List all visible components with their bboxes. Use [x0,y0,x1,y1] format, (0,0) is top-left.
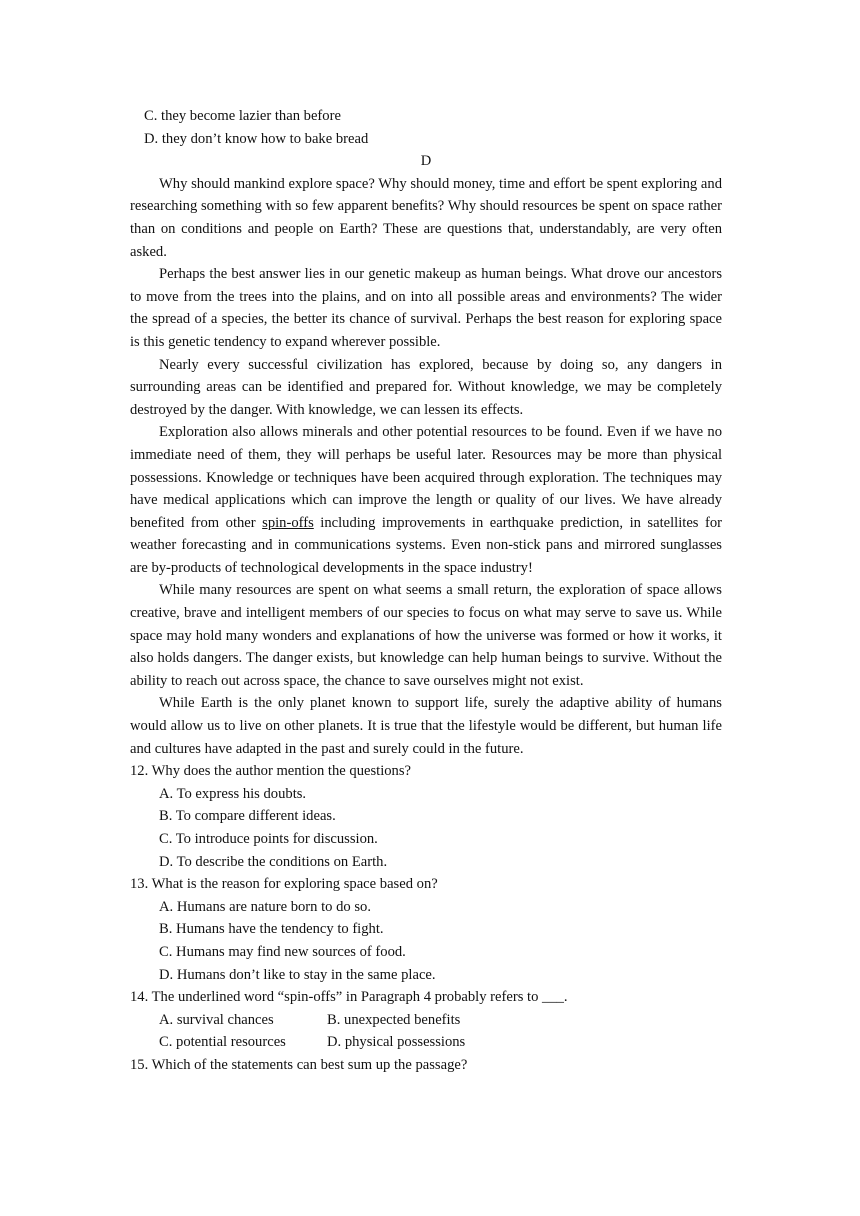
question-13-option-d: D. Humans don’t like to stay in the same place. [159,966,436,983]
question-15-stem: 15. Which of the statements can best sum up the passage? [130,1056,468,1073]
previous-option-d: D. they don’t know how to bake bread [144,130,369,147]
question-13-stem: 13. What is the reason for exploring space based on? [130,876,438,893]
question-12-option-a: A. To express his doubts. [159,785,307,802]
document-body [130,105,722,1077]
question-12-option-c: C. To introduce points for discussion. [159,831,378,847]
question-13-option-c: C. Humans may find new sources of food. [159,943,406,960]
paragraph-6 [130,692,722,760]
paragraph-6-text: While Earth is the only planet known to support life, surely the adaptive ability of humans would allow us to live on other planets. It is true that the lifestyle would be different, but human life and cultures have adapted in the past and surely could in the future. [130,695,722,757]
question-14-option-b: B. unexpected benefits [327,1011,461,1028]
paragraph-1-text: Why should mankind explore space? Why should money, time and effort be spent exploring and researching something with so few apparent benefits? Why should resources be spent on space rather than on conditions and people on Earth? These are questions that, understandably, are very often asked. [130,175,722,260]
paragraph-5-text: While many resources are spent on what seems a small return, the exploration of space allows creative, brave and intelligent members of our species to focus on what may serve to save us. While space may hold many wonders and explanations of how the universe was formed or how it works, it also holds dangers. The danger exists, but knowledge can help human beings to survive. Without the ability to reach out across space, the chance to save ourselves might not exist. [130,582,722,689]
paragraph-4-text-start: Exploration also allows minerals and other potential resources to be found. Even if we have no immediate need of them, they will perhaps be useful later. Resources may be more than physical possessions. Knowledge or techniques have been acquired through exploration. The techniques may have medical applications which can improve the length or quality of our lives. We have already benefited from other [130,424,722,531]
question-14-options-row-2 [130,1031,722,1054]
paragraph-3 [130,354,722,422]
paragraph-2-text: Perhaps the best answer lies in our genetic makeup as human beings. What drove our ancestors to move from the trees into the plains, and on into all possible areas and environments? The wider the spread of a species, the better its chance of survival. Perhaps the best reason for exploring space is this genetic tendency to expand wherever possible. [130,266,722,350]
paragraph-5 [130,579,722,692]
question-14-option-d: D. physical possessions [327,1034,466,1051]
question-12-stem: 12. Why does the author mention the questions? [130,763,412,780]
paragraph-2 [130,263,722,353]
previous-option-c: C. they become lazier than before [144,108,341,124]
question-13-option-b: B. Humans have the tendency to fight. [159,921,384,938]
question-14-option-a: A. survival chances [159,1011,274,1028]
paragraph-4-text-end: including improvements in earthquake prediction, in satellites for weather forecasting and in communications systems. Even non-stick pans and mirrored sunglasses are by-products of technological developments in the space industry! [130,514,723,576]
paragraph-1 [130,173,722,263]
question-12-option-d: D. To describe the conditions on Earth. [159,853,388,870]
paragraph-3-text: Nearly every successful civilization has explored, because by doing so, any dangers in surrounding areas can be identified and prepared for. Without knowledge, we may be completely destroyed by the danger. With knowledge, we can lessen its effects. [130,356,722,418]
section-label: D [420,153,432,170]
underlined-word-spin-offs: spin-offs [262,514,314,531]
paragraph-4 [130,421,722,579]
question-13-option-a: A. Humans are nature born to do so. [159,898,371,915]
question-14-options-row-1 [130,1009,722,1032]
question-14-stem: 14. The underlined word “spin-offs” in Paragraph 4 probably refers to ___. [130,989,568,1006]
question-14-option-c: C. potential resources [159,1034,286,1051]
question-12-option-b: B. To compare different ideas. [159,808,336,825]
